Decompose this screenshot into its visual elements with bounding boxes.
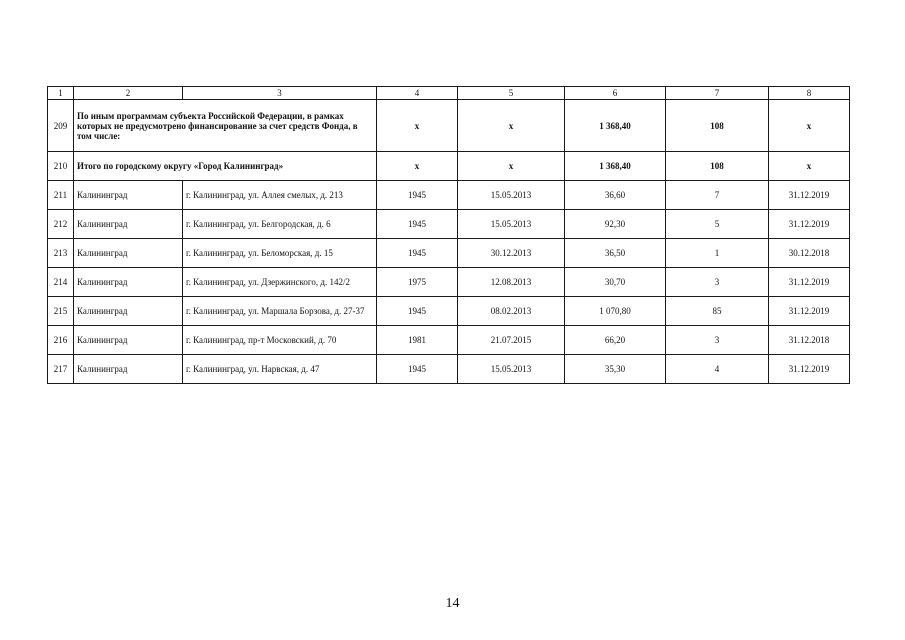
summary-label: Итого по городскому округу «Город Калининград» bbox=[74, 152, 377, 181]
cell-year: 1945 bbox=[377, 181, 458, 210]
cell-year: x bbox=[377, 100, 458, 152]
cell-address: г. Калининград, ул. Аллея смелых, д. 213 bbox=[183, 181, 377, 210]
row-number: 216 bbox=[48, 326, 74, 355]
cell-date: x bbox=[458, 100, 565, 152]
cell-people: 3 bbox=[666, 326, 769, 355]
column-header: 4 bbox=[377, 87, 458, 100]
cell-people: 1 bbox=[666, 239, 769, 268]
cell-date: x bbox=[458, 152, 565, 181]
cell-year: 1945 bbox=[377, 297, 458, 326]
cell-year: 1981 bbox=[377, 326, 458, 355]
cell-date: 15.05.2013 bbox=[458, 181, 565, 210]
table-row bbox=[48, 268, 850, 297]
column-header: 5 bbox=[458, 87, 565, 100]
column-header: 8 bbox=[769, 87, 850, 100]
cell-city: Калининград bbox=[74, 326, 183, 355]
cell-people: 85 bbox=[666, 297, 769, 326]
cell-year: 1975 bbox=[377, 268, 458, 297]
column-header: 7 bbox=[666, 87, 769, 100]
cell-people: 4 bbox=[666, 355, 769, 384]
cell-area: 1 070,80 bbox=[565, 297, 666, 326]
cell-deadline: 31.12.2019 bbox=[769, 355, 850, 384]
table-row bbox=[48, 297, 850, 326]
cell-date: 12.08.2013 bbox=[458, 268, 565, 297]
cell-area: 1 368,40 bbox=[565, 152, 666, 181]
cell-city: Калининград bbox=[74, 297, 183, 326]
cell-deadline: 30.12.2018 bbox=[769, 239, 850, 268]
cell-people: 108 bbox=[666, 152, 769, 181]
cell-date: 15.05.2013 bbox=[458, 210, 565, 239]
cell-address: г. Калининград, ул. Маршала Борзова, д. 27-37 bbox=[183, 297, 377, 326]
cell-city: Калининград bbox=[74, 355, 183, 384]
cell-people: 5 bbox=[666, 210, 769, 239]
cell-year: x bbox=[377, 152, 458, 181]
page-number: 14 bbox=[445, 596, 460, 611]
cell-deadline: x bbox=[769, 152, 850, 181]
data-table bbox=[47, 86, 850, 384]
row-number: 209 bbox=[48, 100, 74, 152]
column-header: 1 bbox=[48, 87, 74, 100]
cell-address: г. Калининград, ул. Белгородская, д. 6 bbox=[183, 210, 377, 239]
cell-people: 108 bbox=[666, 100, 769, 152]
column-header: 2 bbox=[74, 87, 183, 100]
cell-address: г. Калининград, ул. Дзержинского, д. 142/2 bbox=[183, 268, 377, 297]
cell-date: 08.02.2013 bbox=[458, 297, 565, 326]
table-row bbox=[48, 210, 850, 239]
row-number: 215 bbox=[48, 297, 74, 326]
cell-address: г. Калининград, ул. Нарвская, д. 47 bbox=[183, 355, 377, 384]
cell-area: 30,70 bbox=[565, 268, 666, 297]
row-number: 213 bbox=[48, 239, 74, 268]
column-number-row bbox=[48, 87, 850, 100]
row-number: 217 bbox=[48, 355, 74, 384]
cell-deadline: 31.12.2019 bbox=[769, 297, 850, 326]
cell-date: 30.12.2013 bbox=[458, 239, 565, 268]
cell-area: 36,50 bbox=[565, 239, 666, 268]
cell-area: 1 368,40 bbox=[565, 100, 666, 152]
cell-area: 66,20 bbox=[565, 326, 666, 355]
cell-people: 7 bbox=[666, 181, 769, 210]
row-number: 210 bbox=[48, 152, 74, 181]
cell-city: Калининград bbox=[74, 268, 183, 297]
cell-city: Калининград bbox=[74, 210, 183, 239]
row-number: 214 bbox=[48, 268, 74, 297]
cell-area: 35,30 bbox=[565, 355, 666, 384]
cell-city: Калининград bbox=[74, 181, 183, 210]
cell-date: 21.07.2015 bbox=[458, 326, 565, 355]
row-number: 212 bbox=[48, 210, 74, 239]
column-header: 3 bbox=[183, 87, 377, 100]
table-row bbox=[48, 239, 850, 268]
cell-area: 36,60 bbox=[565, 181, 666, 210]
cell-deadline: x bbox=[769, 100, 850, 152]
cell-date: 15.05.2013 bbox=[458, 355, 565, 384]
cell-deadline: 31.12.2019 bbox=[769, 210, 850, 239]
summary-row-209 bbox=[48, 100, 850, 152]
cell-city: Калининград bbox=[74, 239, 183, 268]
cell-deadline: 31.12.2019 bbox=[769, 268, 850, 297]
cell-people: 3 bbox=[666, 268, 769, 297]
summary-row-210 bbox=[48, 152, 850, 181]
cell-year: 1945 bbox=[377, 210, 458, 239]
cell-deadline: 31.12.2018 bbox=[769, 326, 850, 355]
table-row bbox=[48, 355, 850, 384]
summary-label: По иным программам субъекта Российской Федерации, в рамках которых не предусмотрено финансирование за счет средств Фонда, в том числе: bbox=[74, 100, 377, 152]
cell-address: г. Калининград, пр-т Московский, д. 70 bbox=[183, 326, 377, 355]
column-header: 6 bbox=[565, 87, 666, 100]
cell-year: 1945 bbox=[377, 239, 458, 268]
cell-address: г. Калининград, ул. Беломорская, д. 15 bbox=[183, 239, 377, 268]
cell-area: 92,30 bbox=[565, 210, 666, 239]
cell-deadline: 31.12.2019 bbox=[769, 181, 850, 210]
row-number: 211 bbox=[48, 181, 74, 210]
table-row bbox=[48, 326, 850, 355]
table-row bbox=[48, 181, 850, 210]
cell-year: 1945 bbox=[377, 355, 458, 384]
